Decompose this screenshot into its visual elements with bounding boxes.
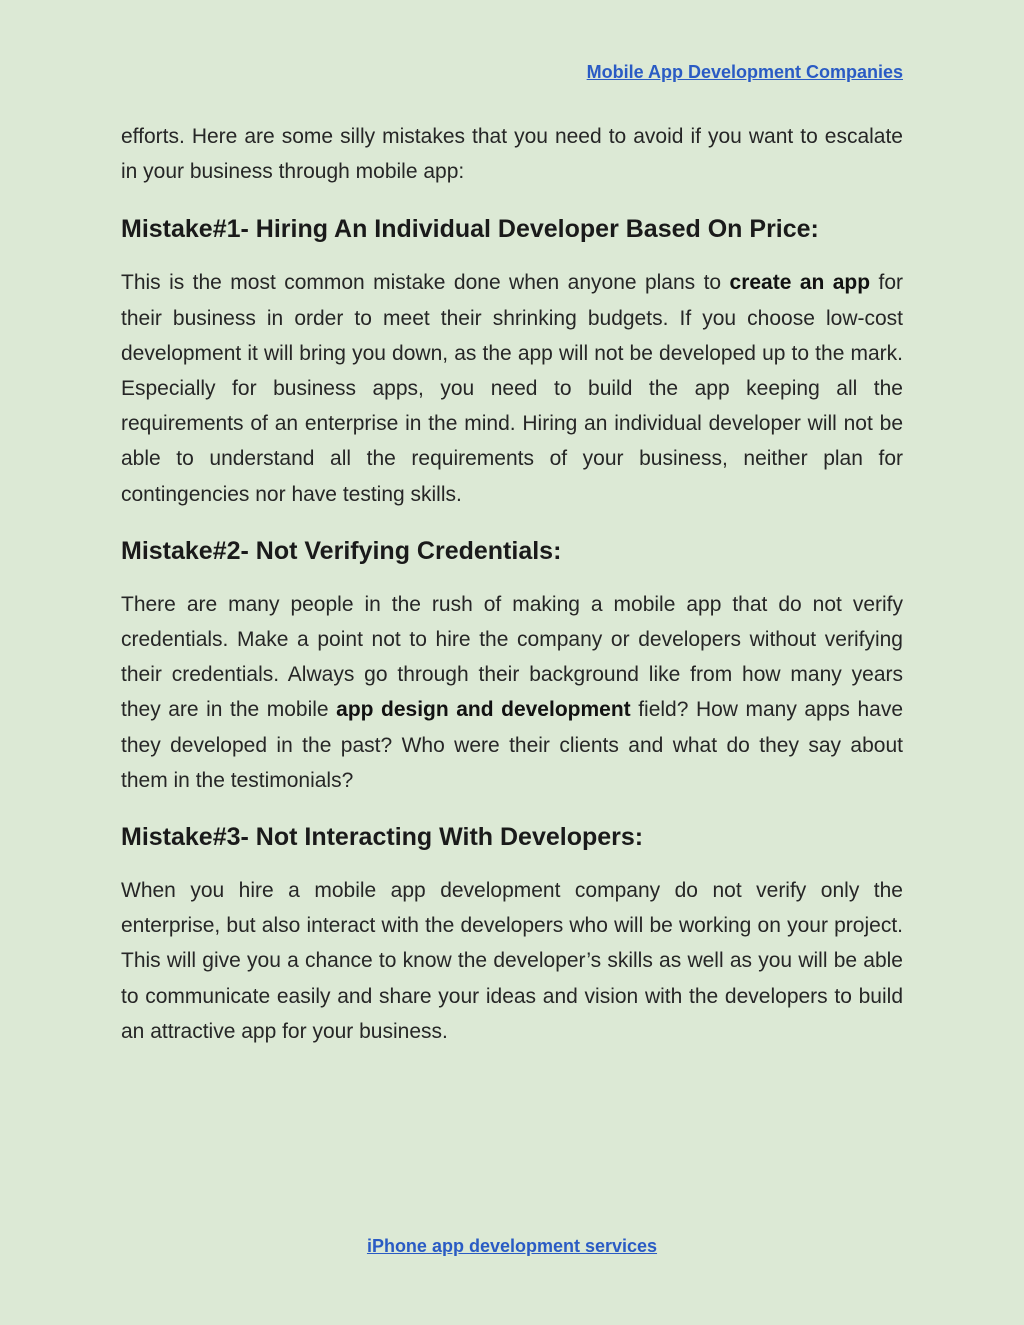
section-paragraph <box>121 587 903 798</box>
section-heading: Mistake#3- Not Interacting With Developers: <box>121 823 644 852</box>
section-mistake-3 <box>121 819 903 1049</box>
footer-link[interactable]: iPhone app development services <box>366 1236 658 1256</box>
section-paragraph <box>121 265 903 511</box>
section-heading: Mistake#1- Hiring An Individual Developer Based On Price: <box>121 215 819 244</box>
bold-phrase: create an app <box>729 271 871 295</box>
footer <box>0 1236 1024 1257</box>
paragraph-text: field? How many apps have they developed in the past? Who were their clients and what do they say about them in the testimonials? <box>121 698 903 792</box>
section-mistake-2 <box>121 533 903 798</box>
paragraph-text: for their business in order to meet their shrinking budgets. If you choose low-cost development it will bring you down, as the app will not be developed up to the mark. Especially for business apps, you need to build the app keeping all the requirements of an enterprise in the mind. Hiring an individual developer will not be able to understand all the requirements of your business, neither plan for contingencies nor have testing skills. <box>121 271 903 506</box>
section-mistake-1 <box>121 211 903 511</box>
header-link[interactable]: Mobile App Development Companies <box>586 62 903 82</box>
intro-paragraph: efforts. Here are some silly mistakes that you need to avoid if you want to escalate in your business through mobile app: <box>121 125 903 184</box>
paragraph-text: This is the most common mistake done when anyone plans to <box>121 271 730 295</box>
section-heading: Mistake#2- Not Verifying Credentials: <box>121 536 562 565</box>
article-body <box>121 119 903 1070</box>
paragraph-text: There are many people in the rush of making a mobile app that do not verify credentials. Make a point not to hire the company or developers without verifying their credentials. Always go through their background like from how many years they are in the mobile <box>121 592 903 722</box>
bold-phrase: app design and development <box>336 698 631 722</box>
section-paragraph: When you hire a mobile app development company do not verify only the enterprise, but also interact with the developers who will be working on your project. This will give you a chance to know the developer’s skills as well as you will be able to communicate easily and share your ideas and vision with the developers to build an attractive app for your business. <box>121 879 903 1043</box>
